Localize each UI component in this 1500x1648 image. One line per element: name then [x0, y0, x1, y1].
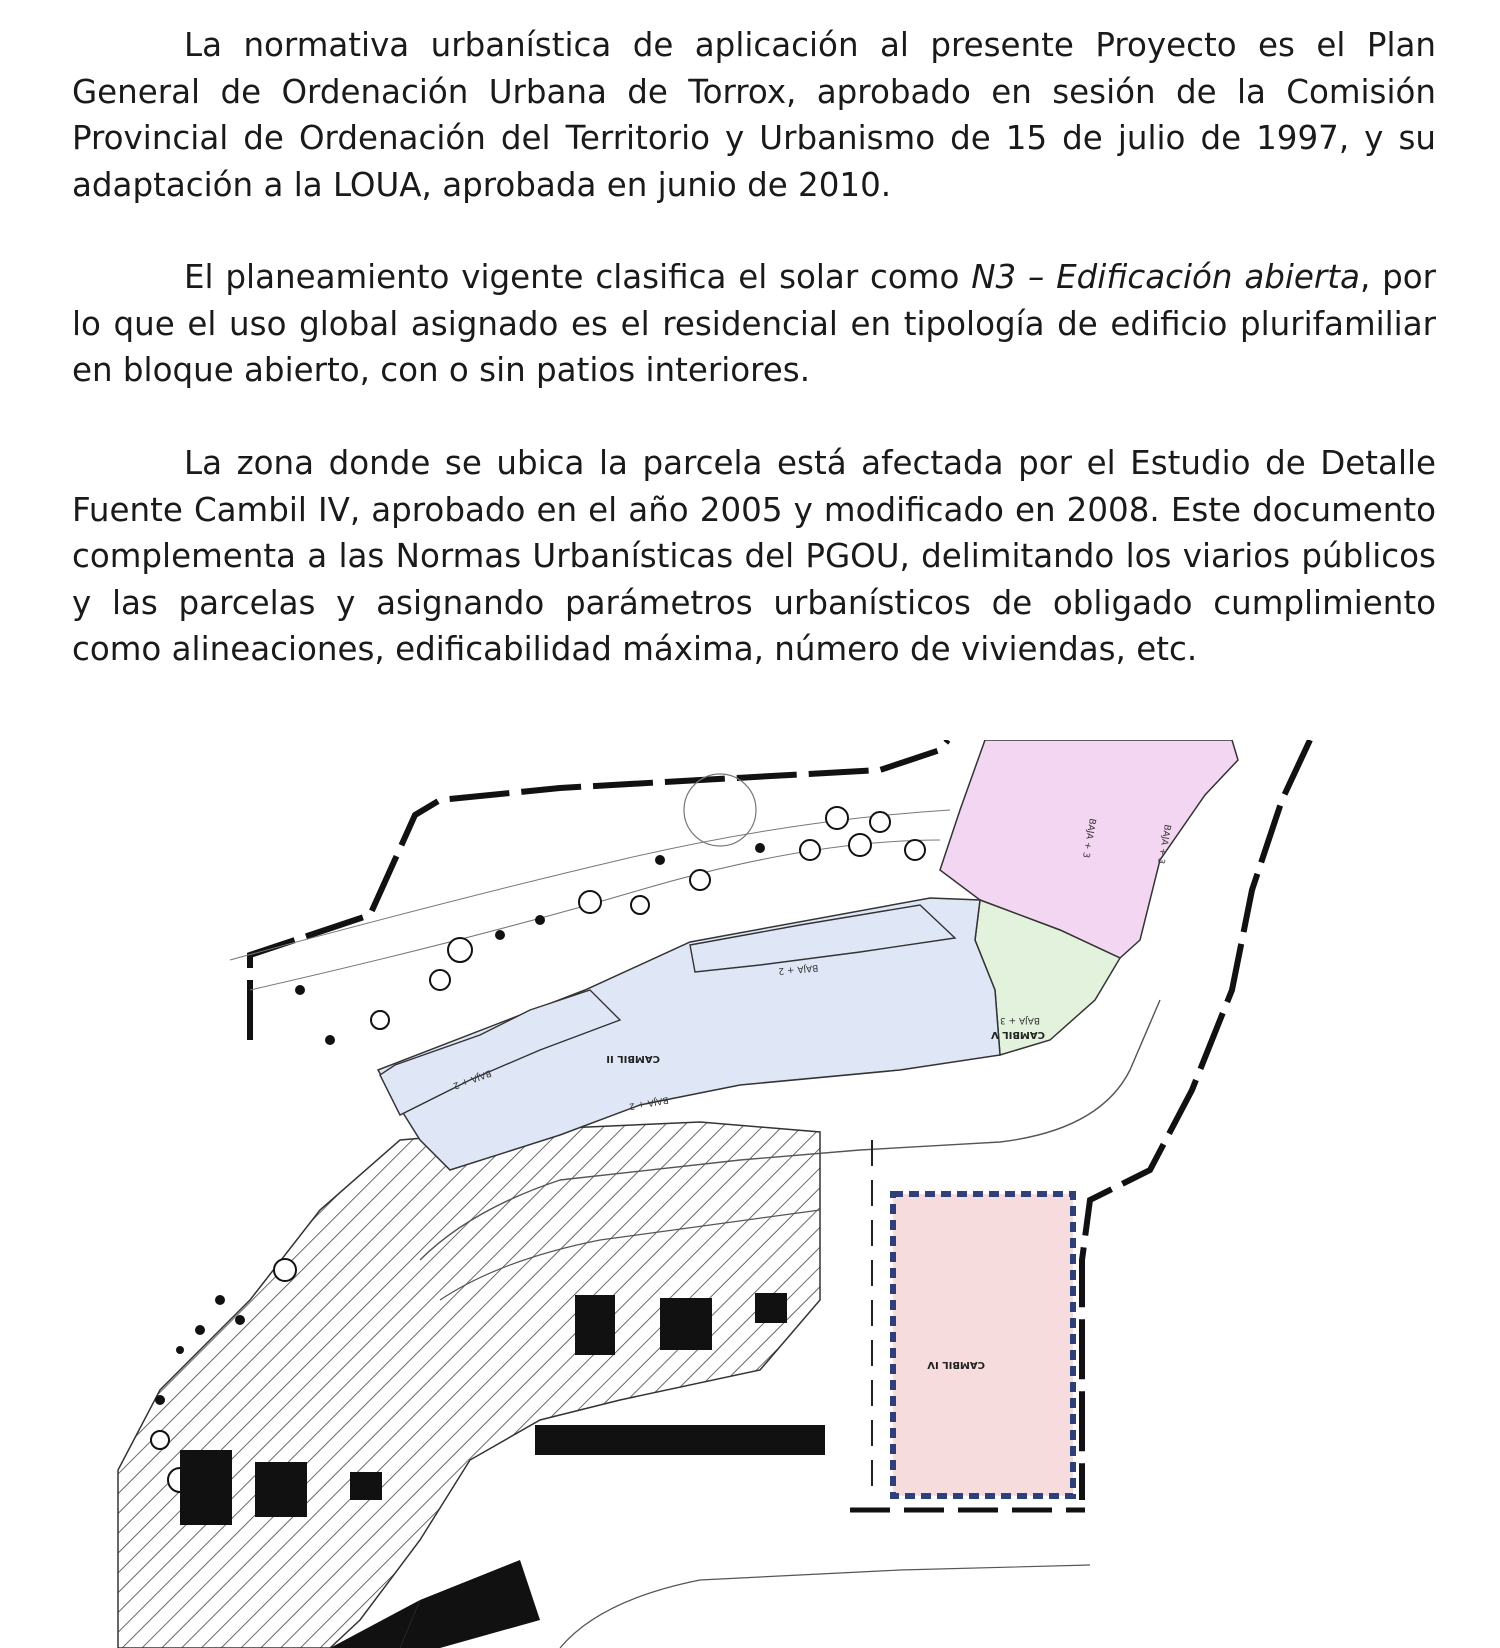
paragraph-1-text: La normativa urbanística de aplicación al presente Proyecto es el Plan General de Ordenación Urbana de Torrox, aprobado en sesión de la Comisión Provincial de Ordenación del Territorio y Urbanismo de 15 de julio de 1997, y su adaptación a la LOUA, aprobada en junio de 2010.	[72, 26, 1436, 204]
label-baja2-north-block: BAJA + 2	[777, 962, 819, 976]
paragraph-3-text: La zona donde se ubica la parcela está afectada por el Estudio de Detalle Fuente Cambil IV, aprobado en el año 2005 y modificado en 2008. Este documento complementa a las Normas Urbanísticas del PGOU, delimitando los viarios públicos y las parcelas y asignando parámetros urbanísticos de obligado cumplimiento como alineaciones, edificabilidad máxima, número de viviendas, etc.	[72, 444, 1436, 668]
label-cambil-iv: CAMBIL IV	[927, 1359, 985, 1370]
paragraph-2-classification: N3 – Edificación abierta	[971, 258, 1360, 296]
paragraph-2-text-start: El planeamiento vigente clasifica el solar como	[184, 258, 972, 296]
roundabout-curve	[684, 774, 756, 846]
label-baja3-pink-a: BAJA + 3	[1080, 817, 1097, 859]
hatched-zone	[118, 1122, 820, 1648]
parcel-cambil-iv	[893, 1194, 1073, 1496]
road-edge-south	[560, 1565, 1090, 1648]
label-cambil-v: CAMBIL V	[991, 1029, 1045, 1040]
paragraph-planeamiento	[72, 254, 1436, 394]
paragraph-2-text-end: , por lo que el uso global asignado es el residencial en tipología de edificio plurifamiliar en bloque abierto, con o sin patios interiores.	[72, 258, 1436, 389]
label-cambil-ii: CAMBIL II	[606, 1053, 660, 1064]
paragraph-normativa	[72, 22, 1436, 208]
paragraph-estudio-detalle	[72, 440, 1436, 673]
label-baja2-west-block: BAJA + 2	[451, 1067, 493, 1091]
urban-plan-drawing	[0, 740, 1500, 1648]
label-baja2-blue-center: BAJA + 2	[628, 1094, 670, 1111]
label-baja3-pink-b: BAJA + 3	[1155, 823, 1172, 865]
label-baja3-green: BAJA + 3	[1000, 1015, 1040, 1025]
